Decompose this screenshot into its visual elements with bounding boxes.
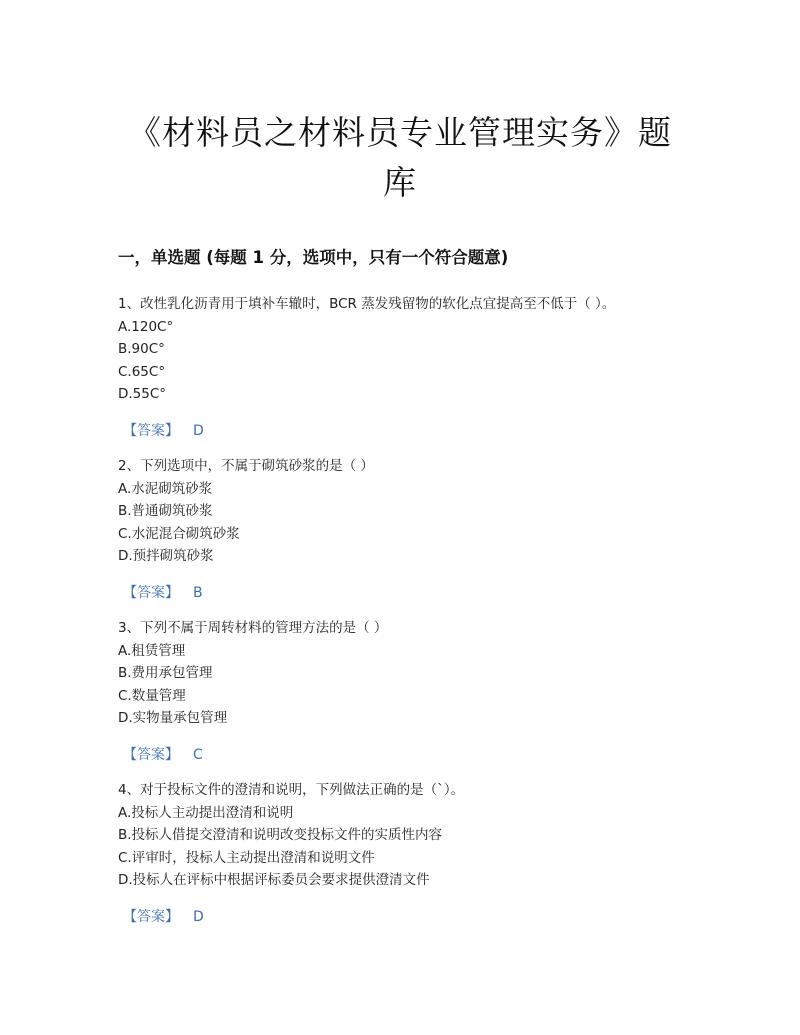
option-c: C.评审时，投标人主动提出澄清和说明文件 [118,849,375,866]
question-1 [118,293,718,442]
answer-line [118,420,718,442]
option-d: D.55C° [118,386,167,402]
option-a: A.租赁管理 [118,642,186,659]
answer-line [118,744,718,766]
question-stem: 3、下列不属于周转材料的管理方法的是（ ） [118,620,388,636]
answer-line [118,582,718,604]
option-c: C.数量管理 [118,687,186,704]
answer-line [118,906,718,928]
option-a: A.120C° [118,318,174,335]
option-b: B.90C° [118,341,165,357]
option-b: B.普通砌筑砂浆 [118,503,213,519]
answer-value: D [193,422,204,439]
title-line-1: 《材料员之材料员专业管理实务》题 [128,113,672,152]
question-stem: 4、对于投标文件的澄清和说明，下列做法正确的是（`）。 [118,782,465,798]
answer-label: 【答案】 [123,422,179,439]
option-d: D.实物量承包管理 [118,710,228,726]
answer-label: 【答案】 [123,584,179,601]
option-c: C.65C° [118,363,166,380]
option-d: D.预拌砌筑砂浆 [118,548,214,564]
answer-label: 【答案】 [123,746,179,763]
title-line-2: 库 [383,163,417,202]
option-b: B.投标人借提交澄清和说明改变投标文件的实质性内容 [118,827,443,843]
option-a: A.水泥砌筑砂浆 [118,480,213,497]
question-3 [118,617,718,766]
option-c: C.水泥混合砌筑砂浆 [118,525,240,542]
question-4 [118,779,718,928]
question-stem: 2、下列选项中，不属于砌筑砂浆的是（ ） [118,458,374,474]
answer-label: 【答案】 [123,908,179,925]
answer-value: C [193,746,203,763]
option-a: A.投标人主动提出澄清和说明 [118,804,294,821]
section-heading: 一，单选题 (每题 1 分，选项中，只有一个符合题意) [118,248,509,267]
option-b: B.费用承包管理 [118,665,213,681]
option-d: D.投标人在评标中根据评标委员会要求提供澄清文件 [118,872,430,888]
question-2 [118,455,718,604]
question-stem: 1、改性乳化沥青用于填补车辙时，BCR 蒸发残留物的软化点宜提高至不低于（ ）。 [118,296,616,312]
answer-value: B [193,584,203,601]
document-title [110,108,690,208]
answer-value: D [193,908,204,925]
